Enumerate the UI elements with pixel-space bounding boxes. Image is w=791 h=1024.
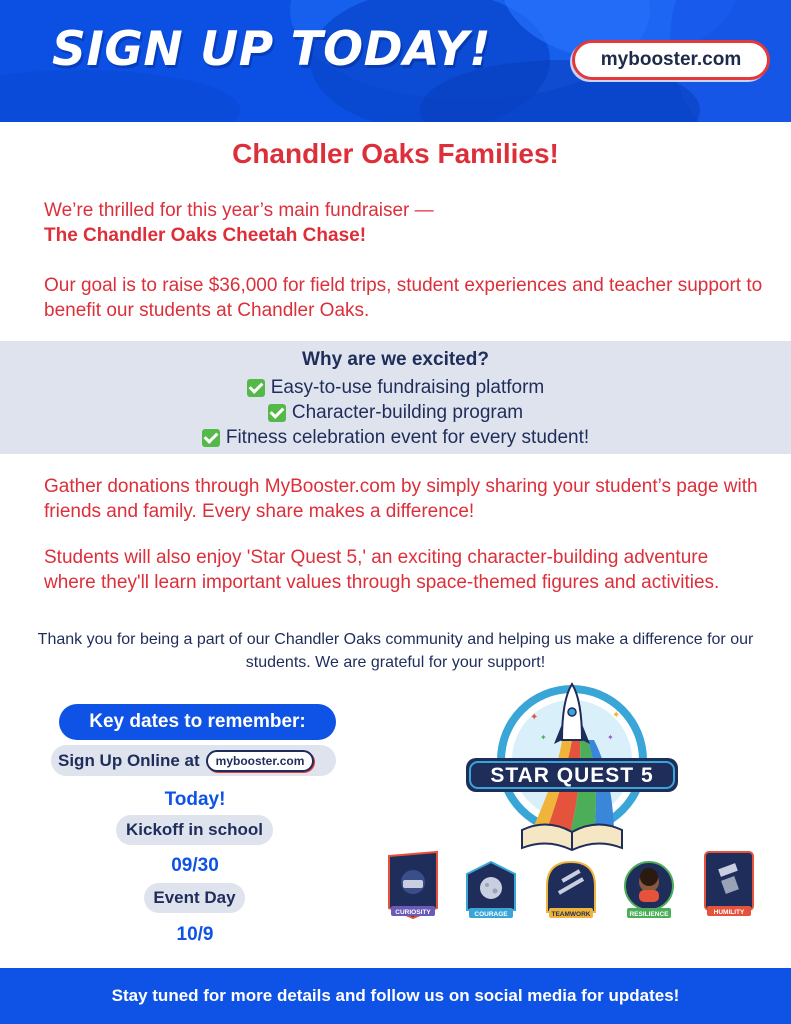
excited-list	[0, 375, 791, 450]
value-badges	[385, 850, 757, 922]
gather-paragraph: Gather donations through MyBooster.com by simply sharing your student’s page with friends and family. Every share makes a difference!	[44, 476, 758, 522]
svg-text:✦: ✦	[607, 733, 614, 742]
fundraiser-name: The Chandler Oaks Cheetah Chase!	[44, 225, 367, 246]
badge-label: CURIOSITY	[395, 909, 431, 916]
svg-text:✦: ✦	[530, 712, 539, 723]
signup-date: Today!	[164, 789, 226, 810]
event-date: 10/9	[176, 924, 214, 945]
thanks-paragraph: Thank you for being a part of our Chandler Oaks community and helping us make a difference for our students. We are grateful for your support!	[37, 631, 754, 671]
list-item	[0, 425, 791, 450]
list-item	[0, 375, 791, 400]
humility-badge	[705, 852, 753, 916]
fundraiser-intro	[44, 198, 764, 248]
courage-badge	[467, 862, 515, 918]
check-icon	[268, 404, 286, 422]
greeting-heading: Chandler Oaks Families!	[232, 138, 559, 169]
badge-label: COURAGE	[474, 911, 508, 918]
mybooster-url-badge[interactable]: mybooster.com	[572, 40, 770, 80]
list-item-text: Easy-to-use fundraising platform	[270, 377, 545, 398]
kickoff-date: 09/30	[171, 855, 219, 876]
excited-section	[0, 341, 791, 454]
event-label: Event Day	[144, 883, 245, 913]
badge-label: RESILIENCE	[629, 911, 669, 918]
signup-pill	[51, 745, 336, 776]
excited-heading: Why are we excited?	[302, 349, 489, 370]
check-icon	[247, 379, 265, 397]
svg-text:✦: ✦	[612, 710, 621, 721]
check-icon	[202, 429, 220, 447]
badge-label: TEAMWORK	[551, 911, 591, 918]
teamwork-badge	[547, 862, 595, 918]
list-item-text: Fitness celebration event for every student!	[225, 427, 590, 448]
badge-label: HUMILITY	[713, 909, 745, 916]
kickoff-label: Kickoff in school	[116, 815, 273, 845]
list-item	[0, 400, 791, 425]
list-item-text: Character-building program	[291, 402, 524, 423]
key-dates-heading: Key dates to remember:	[59, 704, 336, 740]
star-quest-paragraph: Students will also enjoy 'Star Quest 5,' an exciting character-building adventure where they'll learn important values through space-themed figures and activities.	[44, 547, 720, 593]
signup-url-badge[interactable]: mybooster.com	[206, 750, 315, 772]
page-title: SIGN UP TODAY!	[52, 22, 492, 77]
svg-text:✦: ✦	[540, 733, 547, 742]
goal-paragraph: Our goal is to raise $36,000 for field trips, student experiences and teacher support to benefit our students at Chandler Oaks.	[44, 275, 763, 321]
fundraiser-line: We’re thrilled for this year’s main fundraiser —	[44, 200, 434, 221]
footer-text: Stay tuned for more details and follow us on social media for updates!	[111, 986, 680, 1005]
signup-label: Sign Up Online at	[58, 750, 200, 770]
star-quest-logo-title: STAR QUEST 5	[490, 764, 654, 787]
curiosity-badge	[389, 852, 437, 918]
resilience-badge	[625, 862, 673, 918]
star-quest-logo	[462, 680, 682, 852]
header-banner	[0, 0, 791, 122]
footer-banner	[0, 968, 791, 1024]
